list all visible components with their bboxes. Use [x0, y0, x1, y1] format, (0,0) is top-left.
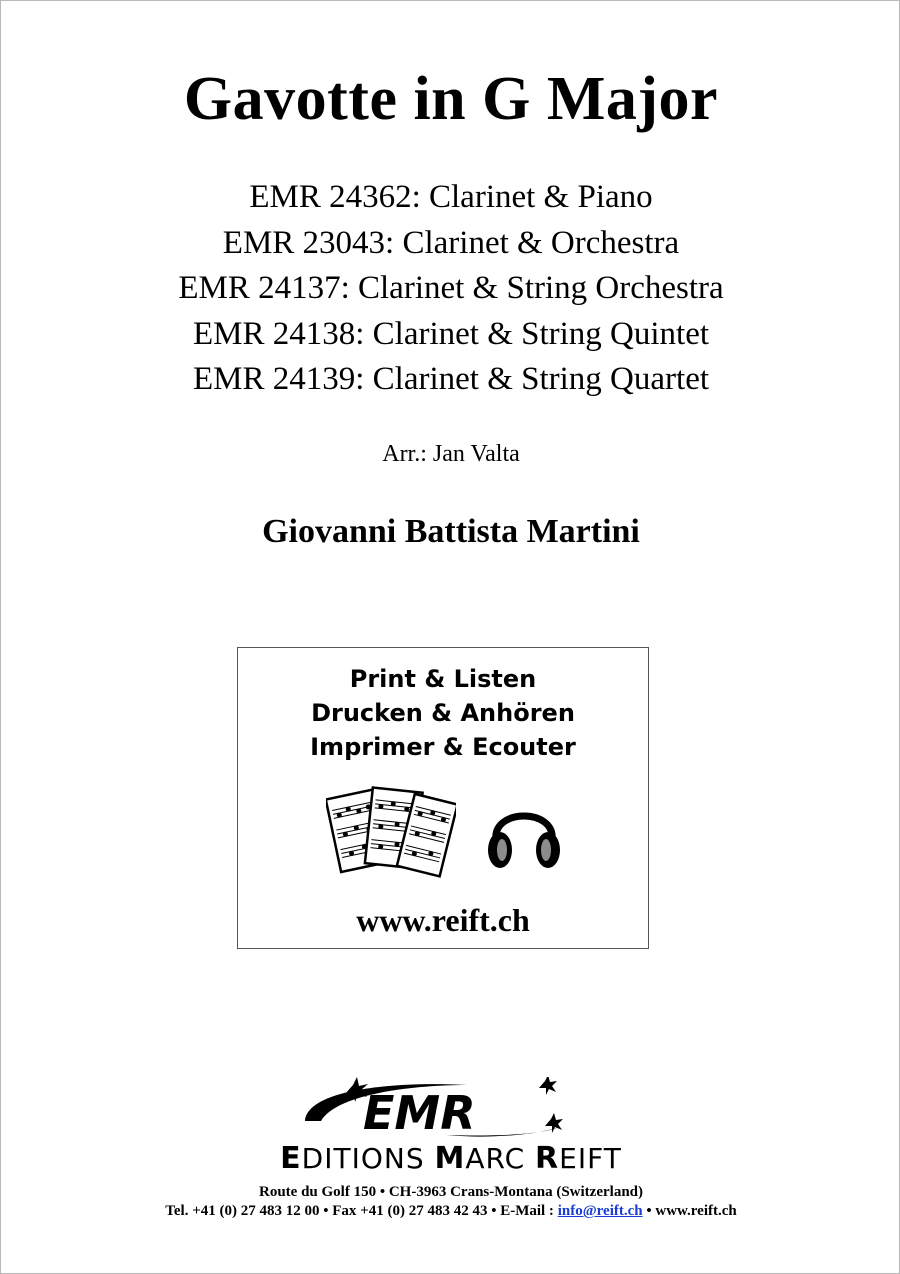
- publisher-word: DITIONS: [301, 1142, 435, 1175]
- publisher-contact: [1, 1200, 900, 1222]
- email-link[interactable]: info@reift.ch: [557, 1203, 643, 1219]
- publisher-initial: M: [434, 1141, 466, 1176]
- publisher-initial: R: [535, 1141, 560, 1176]
- headphones-icon: [486, 794, 562, 874]
- publisher-word: EIFT: [559, 1142, 622, 1175]
- promo-line-german: Drucken & Anhören: [311, 699, 575, 727]
- edition-item: EMR 24137: Clarinet & String Orchestra: [178, 270, 724, 306]
- publisher-initial: E: [280, 1141, 302, 1176]
- composer: Giovanni Battista Martini: [262, 513, 640, 550]
- publisher-address: Route du Golf 150 • CH-3963 Crans-Montana (Switzerland): [259, 1184, 643, 1200]
- edition-item: EMR 24138: Clarinet & String Quintet: [192, 315, 710, 352]
- edition-item: EMR 24362: Clarinet & Piano: [249, 179, 653, 215]
- contact-web: • www.reift.ch: [642, 1203, 737, 1219]
- edition-item: EMR 23043: Clarinet & Orchestra: [222, 224, 680, 261]
- edition-list: [1, 175, 900, 403]
- edition-item: EMR 24139: Clarinet & String Quartet: [192, 361, 710, 397]
- contact-phone-fax: Tel. +41 (0) 27 483 12 00 • Fax +41 (0) 27 483 42 43 • E-Mail :: [165, 1203, 558, 1219]
- publisher-name: [1, 1141, 900, 1177]
- publisher-word: ARC: [465, 1142, 536, 1175]
- emr-logo-text: EMR: [363, 1086, 476, 1140]
- emr-logo: [297, 1077, 587, 1141]
- promo-website-link[interactable]: www.reift.ch: [356, 902, 530, 938]
- arranger: Arr.: Jan Valta: [382, 441, 520, 467]
- promo-line-english: Print & Listen: [349, 665, 537, 693]
- print-listen-box[interactable]: [237, 647, 649, 949]
- sheet-music-icon: [326, 780, 456, 884]
- score-title: Gavotte in G Major: [183, 65, 719, 133]
- promo-line-french: Imprimer & Ecouter: [310, 733, 576, 761]
- promo-text: [238, 662, 648, 764]
